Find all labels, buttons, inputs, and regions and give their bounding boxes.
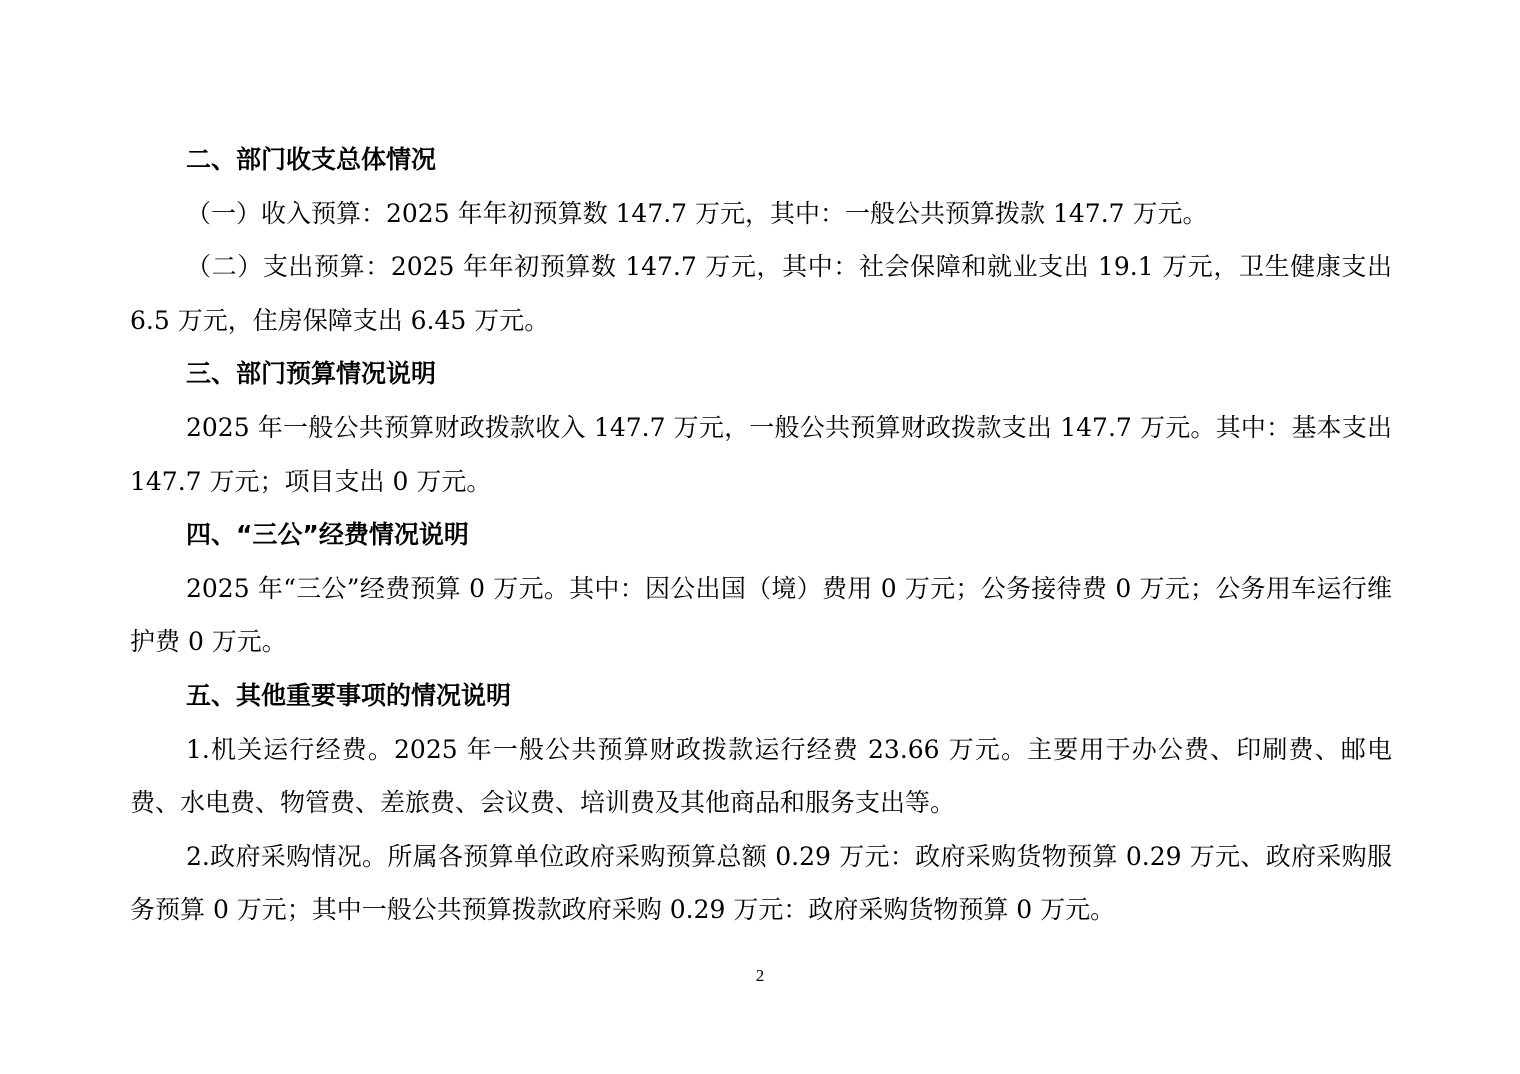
section-heading-budget-explanation: 三、部门预算情况说明 xyxy=(186,359,437,389)
paragraph-expenditure-budget: （二）支出预算：2025 年年初预算数 147.7 万元，其中：社会保障和就业支出 19.1 万元，卫生健康支出 6.5 万元，住房保障支出 6.45 万元。 xyxy=(130,252,1392,335)
paragraph-income-budget: （一）收入预算：2025 年年初预算数 147.7 万元，其中：一般公共预算拨款 147.7 万元。 xyxy=(186,198,1208,228)
page-number: 2 xyxy=(755,966,765,985)
document-body xyxy=(130,133,1392,937)
paragraph-fiscal-appropriation: 2025 年一般公共预算财政拨款收入 147.7 万元，一般公共预算财政拨款支出 147.7 万元。其中：基本支出 147.7 万元；项目支出 0 万元。 xyxy=(130,412,1393,496)
section-heading-budget-overview: 二、部门收支总体情况 xyxy=(186,145,437,174)
section-heading-three-public-expenses: 四、“三公”经费情况说明 xyxy=(186,520,469,550)
paragraph-operating-expenses: 1.机关运行经费。2025 年一般公共预算财政拨款运行经费 23.66 万元。主要用于办公费、印刷费、邮电费、水电费、物管费、差旅费、会议费、培训费及其他商品和服务支出等。 xyxy=(130,734,1392,818)
paragraph-three-public-expenses: 2025 年“三公”经费预算 0 万元。其中：因公出国（境）费用 0 万元；公务接待费 0 万元；公务用车运行维护费 0 万元。 xyxy=(130,573,1392,657)
paragraph-government-procurement: 2.政府采购情况。所属各预算单位政府采购预算总额 0.29 万元：政府采购货物预算 0.29 万元、政府采购服务预算 0 万元；其中一般公共预算拨款政府采购 0.29 万元：政府采购货物预算 0 万元。 xyxy=(130,841,1392,925)
section-heading-other-matters: 五、其他重要事项的情况说明 xyxy=(186,680,512,710)
